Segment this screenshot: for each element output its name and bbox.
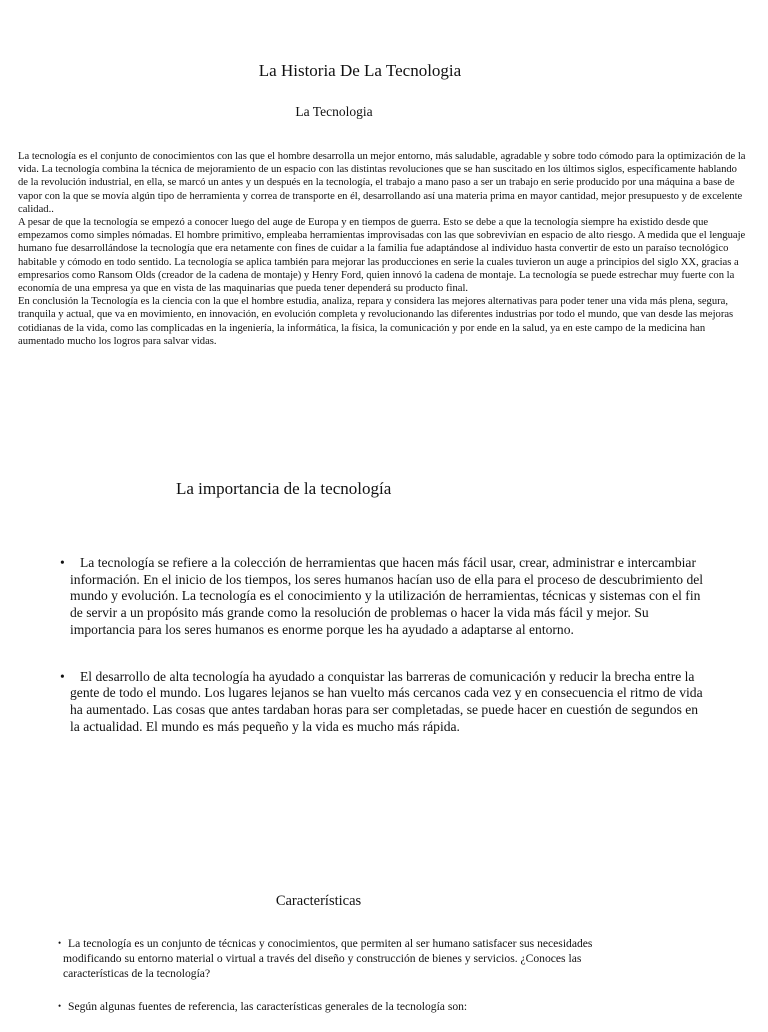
importance-list xyxy=(60,555,708,765)
intro-section xyxy=(18,150,746,348)
intro-paragraph: La tecnología es el conjunto de conocimientos con las que el hombre desarrolla un mejor entorno, más saludable, agradable y sobre todo cómodo para la optimización de la vida. La tecnología combina la técnica de mejoramiento de un espacio con las distintas revoluciones que se han suscitado en los últimos siglos, específicamente hablando de la revolución industrial, en ella, se marcó un antes y un después en la tecnología, el trabajo a mano paso a ser un trabajo en serie producido por una máquina a base de vapor con la que se movía algún tipo de herramienta y correa de transporte en él, desarrollando así una materia prima en mayor cantidad, mejor presupuesto y de excelente calidad.. xyxy=(18,151,746,215)
list-item-text-content: La tecnología se refiere a la colección de herramientas que hacen más fácil usar, crear, administrar e intercambiar información. En el inicio de los tiempos, los seres humanos hacían uso de ella para el proceso de descubrimiento del mundo y evolución. La tecnología es el conocimiento y la utilización de herramientas, técnicas y sistemas con el fin de servir a un propósito más grande como la resolución de problemas o hacer la vida más fácil y mejor. Su importancia para los seres humanos es enorme porque les ha ayudado a adaptarse al entorno. xyxy=(70,555,704,637)
list-item xyxy=(60,555,708,639)
bullet-icon: • xyxy=(58,1001,62,1011)
importance-heading: La importancia de la tecnología xyxy=(176,479,392,498)
list-item xyxy=(58,999,618,1014)
list-item xyxy=(58,936,618,981)
intro-paragraph: A pesar de que la tecnología se empezó a conocer luego del auge de Europa y en tiempos de guerra. Esto se debe a que la tecnología siempre ha existido desde que empezamos como simples nómadas. El hombre primitivo, empleaba herramientas improvisadas con las que sobrevivían en espacio de alto riesgo. A medida que el lenguaje humano fue desarrollándose la tecnología que era netamente con fines de cuidar a la familia fue adaptándose al individuo hasta convertir de esto un paraíso tecnológico habitable y cómodo en todo sentido. La tecnología se aplica también para mejorar las producciones en serie la cuales tuvieron un auge a principios del siglo XX, gracias a empresarios como Ransom Olds (creador de la cadena de montaje) y Henry Ford, quien innovó la cadena de montaje. La tecnología se puede estrechar muy fuerte con la economía de una empresa ya que en vista de las maquinarias que pueda tener dependerá su producto final. xyxy=(18,217,746,295)
list-item-text-content: Según algunas fuentes de referencia, las características generales de la tecnología son: xyxy=(68,1000,468,1013)
bullet-icon: • xyxy=(60,668,65,684)
bullet-icon: • xyxy=(58,938,62,948)
list-item-text xyxy=(70,555,708,639)
list-item-text xyxy=(63,999,618,1014)
characteristics-list xyxy=(58,936,618,1032)
list-item-text-content: El desarrollo de alta tecnología ha ayudado a conquistar las barreras de comunicación y reducir la brecha entre la gente de todo el mundo. Los lugares lejanos se han vuelto más cercanos cada vez y en consecuencia el ritmo de vida ha aumentado. Las cosas que antes tardaban horas para ser completadas, se puede hacer en cuestión de segundos en la actualidad. El mundo es más pequeño y la vida es mucho más rápida. xyxy=(70,668,703,734)
list-item xyxy=(60,669,708,736)
list-item-text xyxy=(70,669,708,736)
document-subtitle: La Tecnologia xyxy=(295,104,373,119)
document-title: La Historia De La Tecnologia xyxy=(258,61,462,80)
intro-paragraph: En conclusión la Tecnología es la ciencia con la que el hombre estudia, analiza, repara y considera las mejores alternativas para poder tener una vida más plena, segura, tranquila y actual, que va en movimiento, en innovación, en evolución completa y revolucionando las diferentes industrias por todo el mundo, que van desde las mejoras cotidianas de la vida, como las complicadas en la ingeniería, la informática, la física, la comunicación y por ende en la salud, ya en este campo de la medicina han aumentado mucho los logros para salvar vidas. xyxy=(18,296,734,347)
bullet-icon: • xyxy=(60,555,65,570)
characteristics-heading: Características xyxy=(275,893,362,909)
list-item-text-content: La tecnología es un conjunto de técnicas y conocimientos, que permiten al ser humano satisfacer sus necesidades modificando su entorno material o virtual a través del diseño y construcción de bienes y servicios. ¿Conoces las características de la tecnología? xyxy=(63,937,593,980)
list-item-text xyxy=(63,936,618,981)
